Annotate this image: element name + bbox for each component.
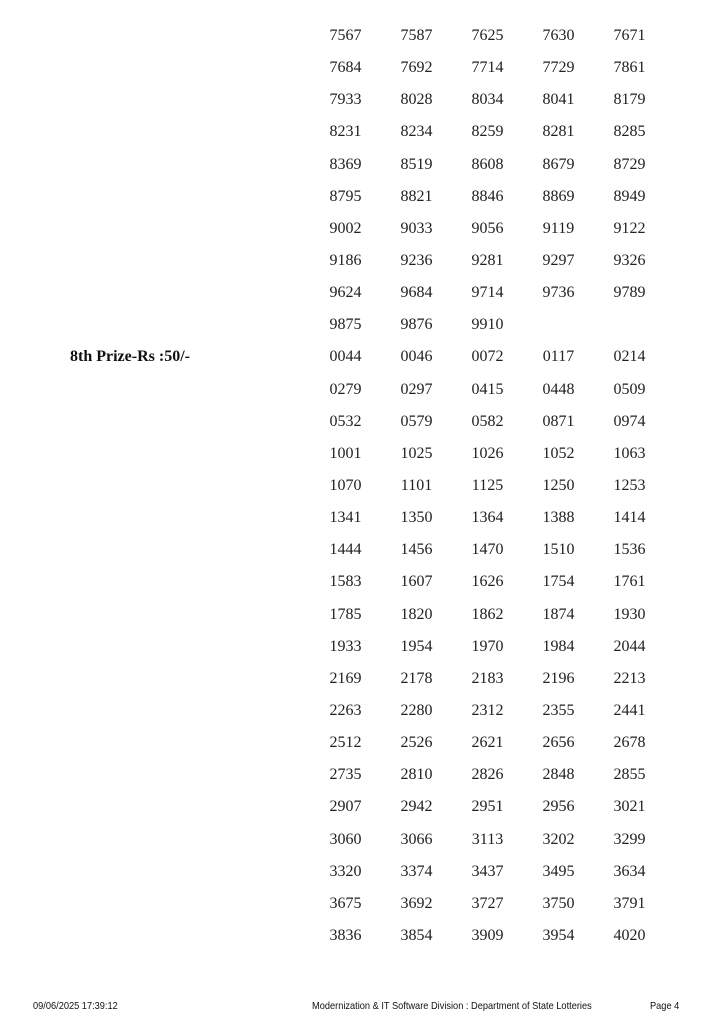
prize-number: 0117 [542, 348, 575, 366]
prize-number: 8869 [542, 187, 575, 205]
prize-number: 8519 [400, 155, 433, 173]
prize-number: 3374 [400, 862, 433, 880]
prize-number: 2621 [471, 734, 504, 752]
prize-number: 9186 [329, 252, 362, 270]
prize-number: 7625 [471, 27, 504, 45]
prize-number: 1754 [542, 573, 575, 591]
prize-number: 0448 [542, 380, 575, 398]
prize-number: 0532 [329, 412, 362, 430]
prize-row [0, 631, 724, 663]
prize-number: 9056 [471, 219, 504, 237]
prize-number: 1820 [400, 605, 433, 623]
prize-number: 1456 [400, 541, 433, 559]
prize-number: 1052 [542, 444, 575, 462]
prize-row [0, 695, 724, 727]
prize-number: 3634 [613, 862, 646, 880]
prize-number: 3113 [471, 830, 504, 848]
prize-number: 1510 [542, 541, 575, 559]
prize-row [0, 20, 724, 52]
prize-number-grid [0, 20, 724, 952]
prize-number: 0871 [542, 412, 575, 430]
prize-row [0, 856, 724, 888]
prize-number: 9281 [471, 252, 504, 270]
prize-number: 7933 [329, 91, 362, 109]
prize-number: 3791 [613, 894, 646, 912]
prize-number: 9684 [400, 284, 433, 302]
prize-number: 0214 [613, 348, 646, 366]
prize-number: 3060 [329, 830, 362, 848]
prize-number: 1933 [329, 637, 362, 655]
prize-number: 3675 [329, 894, 362, 912]
prize-number: 2196 [542, 669, 575, 687]
footer-timestamp: 09/06/2025 17:39:12 [33, 1000, 118, 1012]
prize-number: 9122 [613, 219, 646, 237]
prize-row [0, 438, 724, 470]
prize-number: 1626 [471, 573, 504, 591]
prize-number: 2213 [613, 669, 646, 687]
prize-number: 3202 [542, 830, 575, 848]
prize-number: 1350 [400, 509, 433, 527]
prize-number: 8949 [613, 187, 646, 205]
prize-number: 0046 [400, 348, 433, 366]
prize-number: 1364 [471, 509, 504, 527]
prize-number: 0072 [471, 348, 504, 366]
prize-number: 8729 [613, 155, 646, 173]
footer-division-text: Modernization & IT Software Division : Department of State Lotteries [312, 1000, 592, 1012]
prize-number: 1026 [471, 444, 504, 462]
prize-number: 7729 [542, 59, 575, 77]
prize-number: 8679 [542, 155, 575, 173]
prize-number: 8795 [329, 187, 362, 205]
prize-number: 8028 [400, 91, 433, 109]
prize-number: 2512 [329, 734, 362, 752]
prize-number: 4020 [613, 927, 646, 944]
prize-number: 1101 [400, 477, 433, 495]
prize-row [0, 341, 724, 373]
prize-number: 1414 [613, 509, 646, 527]
prize-number: 8608 [471, 155, 504, 173]
prize-row [0, 534, 724, 566]
prize-row [0, 599, 724, 631]
prize-number: 1970 [471, 637, 504, 655]
prize-number: 0415 [471, 380, 504, 398]
prize-number: 3021 [613, 798, 646, 816]
prize-number: 8846 [471, 187, 504, 205]
prize-row [0, 759, 724, 791]
prize-number: 1001 [329, 444, 362, 462]
prize-number: 2178 [400, 669, 433, 687]
prize-number: 8234 [400, 123, 433, 141]
prize-number: 3299 [613, 830, 646, 848]
prize-number: 0582 [471, 412, 504, 430]
prize-number: 1761 [613, 573, 646, 591]
prize-number: 1785 [329, 605, 362, 623]
prize-number: 2956 [542, 798, 575, 816]
prize-number: 2848 [542, 766, 575, 784]
prize-number: 0279 [329, 380, 362, 398]
prize-number: 8369 [329, 155, 362, 173]
prize-number: 9876 [400, 316, 433, 334]
prize-number: 0579 [400, 412, 433, 430]
prize-row [0, 663, 724, 695]
prize-number: 8259 [471, 123, 504, 141]
prize-number: 1930 [613, 605, 646, 623]
prize-number: 2169 [329, 669, 362, 687]
prize-row [0, 566, 724, 598]
prize-number: 1388 [542, 509, 575, 527]
prize-row [0, 213, 724, 245]
prize-number: 8231 [329, 123, 362, 141]
prize-number: 9002 [329, 219, 362, 237]
prize-number: 9033 [400, 219, 433, 237]
prize-number: 2810 [400, 766, 433, 784]
prize-number: 1984 [542, 637, 575, 655]
prize-number: 1470 [471, 541, 504, 559]
prize-row [0, 502, 724, 534]
prize-number: 1583 [329, 573, 362, 591]
page-footer [0, 1000, 724, 1016]
prize-number: 1341 [329, 509, 362, 527]
prize-number: 2280 [400, 702, 433, 720]
prize-number: 9910 [471, 316, 504, 334]
prize-number: 1250 [542, 477, 575, 495]
prize-number: 2735 [329, 766, 362, 784]
prize-number: 3954 [542, 927, 575, 944]
prize-number: 1444 [329, 541, 362, 559]
prize-number: 2526 [400, 734, 433, 752]
prize-number: 1536 [613, 541, 646, 559]
prize-number: 7861 [613, 59, 646, 77]
prize-number: 9297 [542, 252, 575, 270]
prize-tier-label: 8th Prize-Rs :50/- [70, 348, 190, 366]
prize-number: 2441 [613, 702, 646, 720]
prize-number: 9736 [542, 284, 575, 302]
prize-row [0, 277, 724, 309]
prize-number: 1874 [542, 605, 575, 623]
prize-number: 7630 [542, 27, 575, 45]
prize-number: 7714 [471, 59, 504, 77]
prize-row [0, 84, 724, 116]
prize-number: 1025 [400, 444, 433, 462]
prize-number: 2951 [471, 798, 504, 816]
prize-row [0, 245, 724, 277]
prize-number: 3909 [471, 927, 504, 944]
prize-number: 2907 [329, 798, 362, 816]
footer-page-number: Page 4 [650, 1000, 680, 1012]
prize-number: 2942 [400, 798, 433, 816]
prize-number: 9326 [613, 252, 646, 270]
prize-number: 2678 [613, 734, 646, 752]
prize-number: 7684 [329, 59, 362, 77]
prize-number: 7692 [400, 59, 433, 77]
prize-number: 0974 [613, 412, 646, 430]
prize-number: 1253 [613, 477, 646, 495]
prize-number: 8179 [613, 91, 646, 109]
prize-number: 8285 [613, 123, 646, 141]
prize-number: 3750 [542, 894, 575, 912]
prize-number: 2355 [542, 702, 575, 720]
prize-number: 1607 [400, 573, 433, 591]
prize-number: 0044 [329, 348, 362, 366]
prize-number: 9714 [471, 284, 504, 302]
prize-number: 0297 [400, 380, 433, 398]
prize-number: 3320 [329, 862, 362, 880]
prize-number: 3437 [471, 862, 504, 880]
prize-number: 2312 [471, 702, 504, 720]
prize-row [0, 52, 724, 84]
prize-row [0, 149, 724, 181]
prize-row [0, 309, 724, 341]
prize-row [0, 791, 724, 823]
prize-number: 2826 [471, 766, 504, 784]
prize-row [0, 374, 724, 406]
prize-number: 2263 [329, 702, 362, 720]
prize-number: 1954 [400, 637, 433, 655]
prize-number: 1862 [471, 605, 504, 623]
prize-number: 3692 [400, 894, 433, 912]
prize-number: 2044 [613, 637, 646, 655]
prize-number: 2656 [542, 734, 575, 752]
prize-number: 8821 [400, 187, 433, 205]
prize-row [0, 727, 724, 759]
prize-number: 1063 [613, 444, 646, 462]
prize-number: 1070 [329, 477, 362, 495]
prize-row [0, 888, 724, 920]
prize-number: 2183 [471, 669, 504, 687]
prize-number: 8034 [471, 91, 504, 109]
prize-number: 9119 [542, 219, 575, 237]
prize-number: 3066 [400, 830, 433, 848]
prize-row [0, 181, 724, 213]
prize-number: 9624 [329, 284, 362, 302]
prize-number: 9789 [613, 284, 646, 302]
prize-number: 1125 [471, 477, 504, 495]
prize-number: 2855 [613, 766, 646, 784]
prize-row [0, 116, 724, 148]
prize-number: 7567 [329, 27, 362, 45]
prize-number: 9875 [329, 316, 362, 334]
prize-row [0, 824, 724, 856]
prize-row [0, 406, 724, 438]
prize-number: 3495 [542, 862, 575, 880]
prize-number: 3836 [329, 927, 362, 944]
prize-number: 7587 [400, 27, 433, 45]
prize-number: 3727 [471, 894, 504, 912]
prize-number: 7671 [613, 27, 646, 45]
prize-number: 3854 [400, 927, 433, 944]
prize-number: 0509 [613, 380, 646, 398]
prize-number: 9236 [400, 252, 433, 270]
prize-row [0, 470, 724, 502]
prize-number: 8281 [542, 123, 575, 141]
prize-row [0, 920, 724, 952]
prize-number: 8041 [542, 91, 575, 109]
